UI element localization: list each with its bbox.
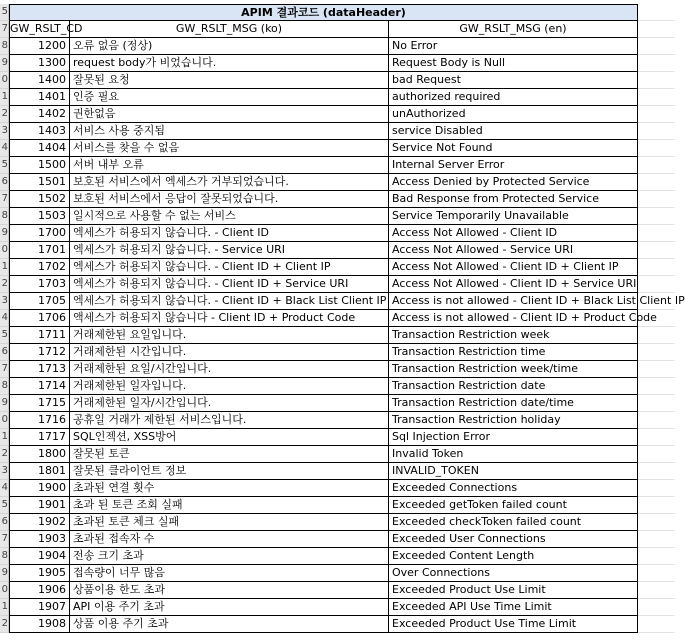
code-cell[interactable]: 1501: [9, 174, 70, 191]
message-en-cell[interactable]: authorized required: [389, 89, 638, 106]
message-ko-cell[interactable]: 보호된 서비스에서 엑세스가 거부되었습니다.: [70, 174, 389, 191]
table-row: [0, 123, 675, 140]
message-ko-cell[interactable]: 거래제한된 시간입니다.: [70, 344, 389, 361]
code-cell[interactable]: 1700: [9, 225, 70, 242]
message-en-cell[interactable]: Transaction Restriction date: [389, 378, 638, 395]
message-ko-cell[interactable]: 초과된 토큰 체크 실패: [70, 514, 389, 531]
code-cell[interactable]: 1800: [9, 446, 70, 463]
table-row: [0, 361, 675, 378]
row-header[interactable]: 4: [0, 310, 9, 327]
code-cell[interactable]: 1706: [9, 310, 70, 327]
table-row: [0, 446, 675, 463]
message-en-cell[interactable]: INVALID_TOKEN: [389, 463, 638, 480]
column-header-msg-ko[interactable]: GW_RSLT_MSG (ko): [70, 21, 389, 38]
message-en-cell[interactable]: Request Body is Null: [389, 55, 638, 72]
row-header[interactable]: 8: [0, 208, 9, 225]
row-header[interactable]: 8: [0, 548, 9, 565]
row-header[interactable]: 5: [0, 157, 9, 174]
row-header[interactable]: 6: [0, 174, 9, 191]
code-cell[interactable]: 1714: [9, 378, 70, 395]
empty-cell[interactable]: [638, 123, 675, 140]
message-ko-cell[interactable]: 액세스가 허용되지 않습니다 - Client ID + Product Code: [70, 310, 389, 327]
table-row: [0, 548, 675, 565]
message-ko-cell[interactable]: 잘못된 요청: [70, 72, 389, 89]
table-row: [0, 412, 675, 429]
empty-cell[interactable]: [638, 38, 675, 55]
table-row: [0, 616, 675, 633]
message-en-cell[interactable]: Access Denied by Protected Service: [389, 174, 638, 191]
message-en-cell[interactable]: Exceeded getToken failed count: [389, 497, 638, 514]
code-cell[interactable]: 1702: [9, 259, 70, 276]
row-header[interactable]: 3: [0, 463, 9, 480]
table-row: [0, 582, 675, 599]
message-ko-cell[interactable]: 초과된 연결 횟수: [70, 480, 389, 497]
code-cell[interactable]: 1902: [9, 514, 70, 531]
table-row: [0, 72, 675, 89]
message-ko-cell[interactable]: 전송 크기 초과: [70, 548, 389, 565]
empty-cell[interactable]: [638, 480, 675, 497]
code-cell[interactable]: 1903: [9, 531, 70, 548]
message-en-cell[interactable]: Exceeded Product Use Time Limit: [389, 616, 638, 633]
code-cell[interactable]: 1502: [9, 191, 70, 208]
code-cell[interactable]: 1500: [9, 157, 70, 174]
row-header[interactable]: 1: [0, 89, 9, 106]
empty-cell[interactable]: [638, 463, 675, 480]
message-ko-cell[interactable]: 거래제한된 일자/시간입니다.: [70, 395, 389, 412]
empty-cell[interactable]: [638, 191, 675, 208]
row-header[interactable]: 7: [0, 21, 9, 38]
table-row: [0, 327, 675, 344]
table-row: [0, 38, 675, 55]
row-header[interactable]: 8: [0, 378, 9, 395]
row-header[interactable]: 1: [0, 259, 9, 276]
table-row: [0, 395, 675, 412]
table-row: [0, 463, 675, 480]
code-cell[interactable]: 1402: [9, 106, 70, 123]
table-row: [0, 276, 675, 293]
table-row: [0, 55, 675, 72]
empty-cell[interactable]: [638, 310, 675, 327]
empty-cell[interactable]: [638, 55, 675, 72]
table-row: [0, 429, 675, 446]
message-en-cell[interactable]: Transaction Restriction week: [389, 327, 638, 344]
empty-cell[interactable]: [638, 106, 675, 123]
empty-cell[interactable]: [638, 89, 675, 106]
table-row: [0, 242, 675, 259]
empty-cell[interactable]: [638, 259, 675, 276]
row-header[interactable]: 5: [0, 327, 9, 344]
table-row: [0, 378, 675, 395]
code-cell[interactable]: 1715: [9, 395, 70, 412]
code-cell[interactable]: 1904: [9, 548, 70, 565]
row-header[interactable]: 9: [0, 55, 9, 72]
message-en-cell[interactable]: Exceeded User Connections: [389, 531, 638, 548]
message-ko-cell[interactable]: 서비스를 찾을 수 없음: [70, 140, 389, 157]
code-cell[interactable]: 1712: [9, 344, 70, 361]
message-en-cell[interactable]: Access Not Allowed - Client ID + Service URI: [389, 276, 638, 293]
table-row: [0, 157, 675, 174]
row-header[interactable]: 8: [0, 38, 9, 55]
code-cell[interactable]: 1801: [9, 463, 70, 480]
empty-cell[interactable]: [638, 293, 675, 310]
message-ko-cell[interactable]: 거래제한된 요일/시간입니다.: [70, 361, 389, 378]
empty-cell[interactable]: [638, 21, 675, 38]
message-ko-cell[interactable]: 엑세스가 허용되지 않습니다. - Client ID: [70, 225, 389, 242]
table-row: [0, 565, 675, 582]
code-cell[interactable]: 1404: [9, 140, 70, 157]
message-ko-cell[interactable]: 엑세스가 허용되지 않습니다. - Client ID + Client IP: [70, 259, 389, 276]
code-cell[interactable]: 1711: [9, 327, 70, 344]
table-row: [0, 599, 675, 616]
empty-cell[interactable]: [638, 225, 675, 242]
code-cell[interactable]: 1403: [9, 123, 70, 140]
empty-cell[interactable]: [638, 4, 675, 21]
table-row: [0, 106, 675, 123]
message-ko-cell[interactable]: 엑세스가 허용되지 않습니다. - Client ID + Black List Client IP: [70, 293, 389, 310]
table-row: [0, 344, 675, 361]
code-cell[interactable]: 1906: [9, 582, 70, 599]
code-cell[interactable]: 1401: [9, 89, 70, 106]
row-header[interactable]: 0: [0, 72, 9, 89]
row-header[interactable]: 9: [0, 565, 9, 582]
row-header[interactable]: 0: [0, 242, 9, 259]
message-ko-cell[interactable]: API 이용 주기 초과: [70, 599, 389, 616]
message-en-cell[interactable]: Transaction Restriction date/time: [389, 395, 638, 412]
message-en-cell[interactable]: Exceeded API Use Time Limit: [389, 599, 638, 616]
message-en-cell[interactable]: Access Not Allowed - Client ID + Client IP: [389, 259, 638, 276]
empty-cell[interactable]: [638, 599, 675, 616]
row-header[interactable]: 0: [0, 582, 9, 599]
message-en-cell[interactable]: Access Not Allowed - Client ID: [389, 225, 638, 242]
row-header[interactable]: 9: [0, 225, 9, 242]
row-header[interactable]: 5: [0, 4, 9, 21]
message-ko-cell[interactable]: 일시적으로 사용할 수 없는 서비스: [70, 208, 389, 225]
table-row: [0, 225, 675, 242]
code-cell[interactable]: 1908: [9, 616, 70, 633]
code-cell[interactable]: 1703: [9, 276, 70, 293]
message-en-cell[interactable]: Exceeded Connections: [389, 480, 638, 497]
row-header[interactable]: 7: [0, 531, 9, 548]
message-ko-cell[interactable]: 잘못된 클라이언트 정보: [70, 463, 389, 480]
table-row: [0, 497, 675, 514]
table-row: [0, 140, 675, 157]
table-row: [0, 480, 675, 497]
row-header[interactable]: 3: [0, 293, 9, 310]
empty-cell[interactable]: [638, 174, 675, 191]
message-en-cell[interactable]: Access is not allowed - Client ID + Product Code: [389, 310, 638, 327]
row-header[interactable]: 9: [0, 395, 9, 412]
empty-cell[interactable]: [638, 548, 675, 565]
message-ko-cell[interactable]: 서비스 사용 중지됨: [70, 123, 389, 140]
table-row: [0, 89, 675, 106]
message-en-cell[interactable]: unAuthorized: [389, 106, 638, 123]
message-ko-cell[interactable]: 잘못된 토큰: [70, 446, 389, 463]
empty-cell[interactable]: [638, 361, 675, 378]
code-cell[interactable]: 1701: [9, 242, 70, 259]
code-cell[interactable]: 1901: [9, 497, 70, 514]
message-en-cell[interactable]: Over Connections: [389, 565, 638, 582]
code-cell[interactable]: 1716: [9, 412, 70, 429]
row-header[interactable]: 7: [0, 361, 9, 378]
empty-cell[interactable]: [638, 514, 675, 531]
code-cell[interactable]: 1900: [9, 480, 70, 497]
empty-cell[interactable]: [638, 276, 675, 293]
message-en-cell[interactable]: No Error: [389, 38, 638, 55]
message-en-cell[interactable]: Transaction Restriction week/time: [389, 361, 638, 378]
message-en-cell[interactable]: bad Request: [389, 72, 638, 89]
empty-cell[interactable]: [638, 412, 675, 429]
empty-cell[interactable]: [638, 446, 675, 463]
message-ko-cell[interactable]: 서버 내부 오류: [70, 157, 389, 174]
row-header[interactable]: 6: [0, 514, 9, 531]
empty-cell[interactable]: [638, 327, 675, 344]
message-ko-cell[interactable]: request body가 비었습니다.: [70, 55, 389, 72]
empty-cell[interactable]: [638, 378, 675, 395]
row-header[interactable]: 7: [0, 191, 9, 208]
row-header[interactable]: 3: [0, 123, 9, 140]
code-cell[interactable]: 1713: [9, 361, 70, 378]
message-ko-cell[interactable]: 거래제한된 일자입니다.: [70, 378, 389, 395]
message-en-cell[interactable]: Sql Injection Error: [389, 429, 638, 446]
empty-cell[interactable]: [638, 157, 675, 174]
empty-cell[interactable]: [638, 582, 675, 599]
message-ko-cell[interactable]: 거래제한된 요일입니다.: [70, 327, 389, 344]
column-header-msg-en[interactable]: GW_RSLT_MSG (en): [389, 21, 638, 38]
code-cell[interactable]: 1907: [9, 599, 70, 616]
code-cell[interactable]: 1200: [9, 38, 70, 55]
row-header[interactable]: 6: [0, 344, 9, 361]
message-en-cell[interactable]: Access Not Allowed - Service URI: [389, 242, 638, 259]
message-ko-cell[interactable]: 초과된 접속자 수: [70, 531, 389, 548]
row-header[interactable]: 2: [0, 106, 9, 123]
code-cell[interactable]: 1503: [9, 208, 70, 225]
table-row: [0, 208, 675, 225]
table-row: [0, 514, 675, 531]
message-ko-cell[interactable]: 초과 된 토큰 조회 실패: [70, 497, 389, 514]
message-ko-cell[interactable]: 오류 없음 (정상): [70, 38, 389, 55]
title-row: [0, 4, 675, 21]
message-en-cell[interactable]: Invalid Token: [389, 446, 638, 463]
row-header[interactable]: 4: [0, 140, 9, 157]
message-ko-cell[interactable]: 엑세스가 허용되지 않습니다. - Client ID + Service URI: [70, 276, 389, 293]
code-cell[interactable]: 1905: [9, 565, 70, 582]
message-ko-cell[interactable]: 접속량이 너무 많음: [70, 565, 389, 582]
message-ko-cell[interactable]: 공휴일 거래가 제한된 서비스입니다.: [70, 412, 389, 429]
message-en-cell[interactable]: Exceeded Content Length: [389, 548, 638, 565]
empty-cell[interactable]: [638, 72, 675, 89]
message-ko-cell[interactable]: 엑세스가 허용되지 않습니다. - Service URI: [70, 242, 389, 259]
row-header[interactable]: 2: [0, 446, 9, 463]
message-ko-cell[interactable]: 상품 이용 주기 초과: [70, 616, 389, 633]
row-header[interactable]: 2: [0, 276, 9, 293]
message-ko-cell[interactable]: SQL인젝션, XSS방어: [70, 429, 389, 446]
message-en-cell[interactable]: Transaction Restriction holiday: [389, 412, 638, 429]
table-row: [0, 174, 675, 191]
column-header-code[interactable]: GW_RSLT_CD: [9, 21, 70, 38]
empty-cell[interactable]: [638, 531, 675, 548]
row-header[interactable]: 1: [0, 429, 9, 446]
code-cell[interactable]: 1717: [9, 429, 70, 446]
code-cell[interactable]: 1400: [9, 72, 70, 89]
message-ko-cell[interactable]: 상품이용 한도 초과: [70, 582, 389, 599]
empty-cell[interactable]: [638, 497, 675, 514]
row-header[interactable]: 5: [0, 497, 9, 514]
message-en-cell[interactable]: Service Not Found: [389, 140, 638, 157]
code-cell[interactable]: 1300: [9, 55, 70, 72]
message-en-cell[interactable]: Exceeded checkToken failed count: [389, 514, 638, 531]
table-row: [0, 310, 675, 327]
message-en-cell[interactable]: Bad Response from Protected Service: [389, 191, 638, 208]
row-header[interactable]: 0: [0, 412, 9, 429]
message-en-cell[interactable]: Access is not allowed - Client ID + Black List Client IP: [389, 293, 638, 310]
table-row: [0, 293, 685, 310]
message-ko-cell[interactable]: 보호된 서비스에서 응답이 잘못되었습니다.: [70, 191, 389, 208]
message-ko-cell[interactable]: 권한없음: [70, 106, 389, 123]
message-en-cell[interactable]: Service Temporarily Unavailable: [389, 208, 638, 225]
empty-cell[interactable]: [638, 395, 675, 412]
empty-cell[interactable]: [638, 242, 675, 259]
empty-cell[interactable]: [638, 429, 675, 446]
empty-cell[interactable]: [638, 344, 675, 361]
empty-cell[interactable]: [638, 208, 675, 225]
table-row: [0, 259, 675, 276]
row-header[interactable]: 2: [0, 616, 9, 633]
table-row: [0, 531, 675, 548]
empty-cell[interactable]: [638, 565, 675, 582]
table-row: [0, 191, 675, 208]
row-header[interactable]: 1: [0, 599, 9, 616]
message-en-cell[interactable]: Exceeded Product Use Limit: [389, 582, 638, 599]
message-en-cell[interactable]: Transaction Restriction time: [389, 344, 638, 361]
message-en-cell[interactable]: Internal Server Error: [389, 157, 638, 174]
row-header[interactable]: 4: [0, 480, 9, 497]
message-ko-cell[interactable]: 인증 필요: [70, 89, 389, 106]
table-title-cell[interactable]: APIM 결과코드 (dataHeader): [9, 4, 638, 21]
code-cell[interactable]: 1705: [9, 293, 70, 310]
empty-cell[interactable]: [638, 140, 675, 157]
header-row: [0, 21, 675, 38]
empty-cell[interactable]: [638, 616, 675, 633]
message-en-cell[interactable]: service Disabled: [389, 123, 638, 140]
